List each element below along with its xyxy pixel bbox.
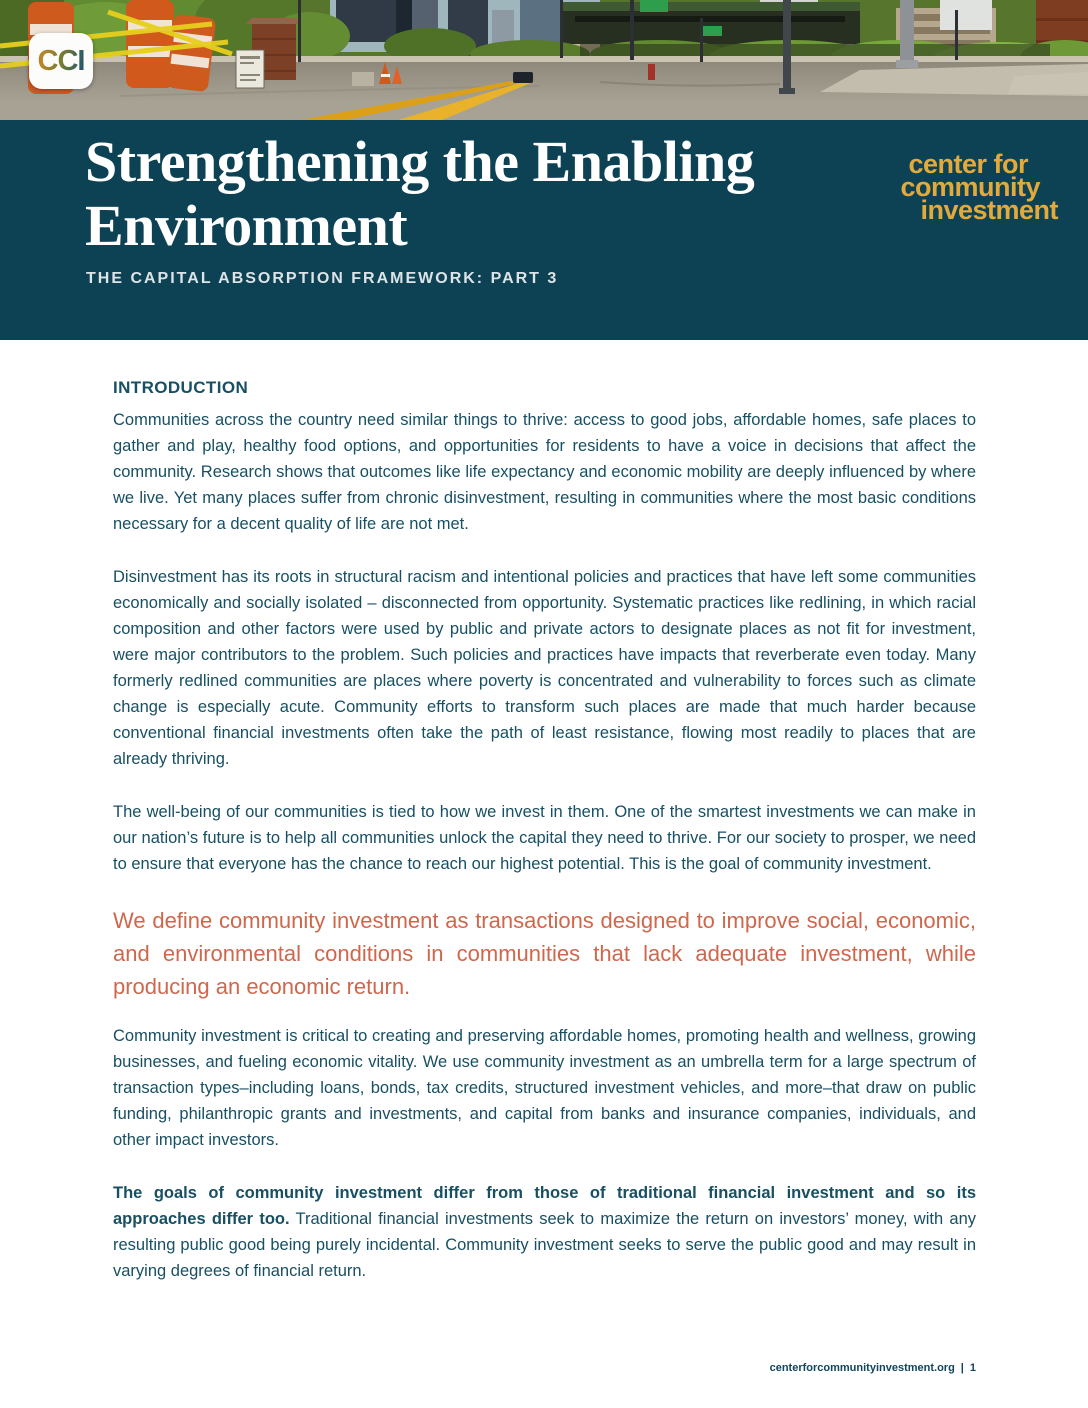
paragraph-5 <box>113 1180 976 1284</box>
wordmark-line1: center for <box>908 149 1028 179</box>
footer-page-number: 1 <box>969 1362 976 1374</box>
paragraph-5-rest: Traditional financial investments seek to maximize the return on investors’ money, with any resulting public good being purely incidental. Community investment seeks to serve the public good and may result in varying degrees of financial return. <box>113 1210 976 1280</box>
cci-logo-text: CCI <box>37 44 85 77</box>
paragraph-1: Communities across the country need similar things to thrive: access to good jobs, affordable homes, safe places to gather and play, healthy food options, and opportunities for residents to have a voice in decisions that affect the community. Research shows that outcomes like life expectancy and economic mobility are deeply influenced by where we live. Yet many places suffer from chronic disinvestment, resulting in communities where the most basic conditions necessary for a decent quality of life are not met. <box>113 411 976 533</box>
wordmark-line3: investment <box>920 195 1058 225</box>
paragraph-5-lead-bold: The goals of community investment differ from those of traditional financial investment and so its approaches differ too. <box>113 1184 976 1228</box>
cci-logo-badge <box>29 33 93 89</box>
section-heading: INTRODUCTION <box>113 378 249 397</box>
wordmark-line2: community <box>900 172 1040 202</box>
paragraph-4: Community investment is critical to creating and preserving affordable homes, promoting health and wellness, growing businesses, and fueling economic vitality. We use community investment as an umbrella term for a large spectrum of transaction types–including loans, bonds, tax credits, structured investment vehicles, and more–that draw on public funding, philanthropic grants and investments, and capital from banks and insurance companies, individuals, and other impact investors. <box>113 1027 976 1149</box>
street-photo <box>0 0 1088 120</box>
paragraph-2: Disinvestment has its roots in structural racism and intentional policies and practices that have left some communities economically and socially isolated – disconnected from opportunity. Systematic practices like redlining, in which racial composition and other factors were used by public and private actors to designate places as not fit for investment, were major contributors to the problem. Such policies and practices have impacts that reverberate even today. Many formerly redlined communities are places where poverty is concentrated and vulnerability to forces such as climate change is especially acute. Community efforts to transform such places are made that much harder because conventional financial investments often take the path of least resistance, flowing most readily to places that are already thriving. <box>113 568 976 768</box>
header-band <box>0 120 1088 340</box>
footer-url: centerforcommunityinvestment.org <box>769 1362 955 1374</box>
footer-separator: | <box>960 1362 964 1374</box>
pedestrian <box>648 64 655 80</box>
page-footer <box>770 1362 976 1374</box>
pull-quote: We define community investment as transactions designed to improve social, economic, and environmental conditions in communities that lack adequate investment, while producing an economic return. <box>113 908 976 999</box>
cci-wordmark <box>900 149 1058 225</box>
document-body <box>113 378 976 1284</box>
page-title: Strengthening the Enabling Environment <box>85 129 755 258</box>
street-sign <box>236 50 264 88</box>
page-subtitle: THE CAPITAL ABSORPTION FRAMEWORK: PART 3 <box>86 270 559 287</box>
paragraph-3: The well-being of our communities is tied to how we invest in them. One of the smartest investments we can make in our nation’s future is to help all communities unlock the capital they need to thrive. For our society to prosper, we need to ensure that everyone has the chance to reach our highest potential. This is the goal of community investment. <box>113 803 976 873</box>
banner-photo <box>0 0 1088 120</box>
